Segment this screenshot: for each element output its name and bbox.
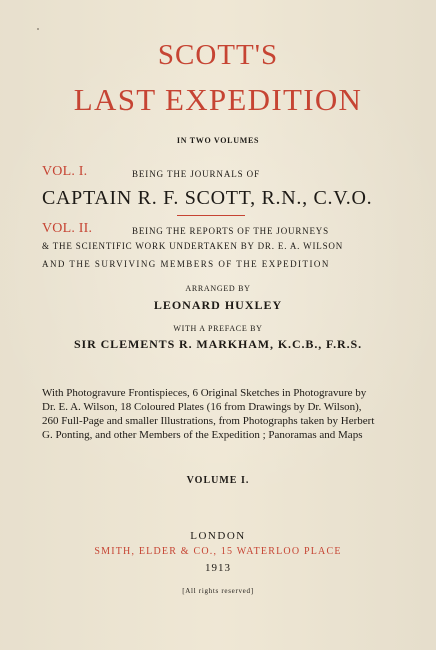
volume-one-description: BEING THE JOURNALS OF bbox=[132, 169, 260, 179]
imprint-city: LONDON bbox=[190, 530, 246, 542]
decorative-rule bbox=[177, 215, 245, 216]
volume-two-description-line: & THE SCIENTIFIC WORK UNDERTAKEN BY DR. E. A. WILSON bbox=[42, 241, 344, 251]
illustrations-line: Dr. E. A. Wilson, 18 Coloured Plates (16 from Drawings by Dr. Wilson), bbox=[42, 401, 362, 413]
imprint-year: 1913 bbox=[205, 562, 231, 574]
illustrations-line: With Photogravure Frontispieces, 6 Original Sketches in Photogravure by bbox=[42, 387, 367, 399]
ink-speck bbox=[37, 28, 39, 30]
volume-number: VOLUME I. bbox=[186, 475, 250, 486]
volume-two-description-line: AND THE SURVIVING MEMBERS OF THE EXPEDITION bbox=[42, 259, 330, 269]
rights-notice: [All rights reserved] bbox=[182, 587, 254, 595]
volume-one-author: CAPTAIN R. F. SCOTT, R.N., C.V.O. bbox=[42, 187, 373, 209]
volume-one-label: VOL. I. bbox=[42, 164, 88, 179]
title-line-1: SCOTT'S bbox=[157, 39, 279, 71]
preface-author: SIR CLEMENTS R. MARKHAM, K.C.B., F.R.S. bbox=[73, 337, 362, 351]
arranger-name: LEONARD HUXLEY bbox=[153, 298, 283, 312]
illustrations-line: G. Ponting, and other Members of the Expedition ; Panoramas and Maps bbox=[42, 429, 363, 441]
title-line-2: LAST EXPEDITION bbox=[73, 82, 363, 117]
volumes-note: IN TWO VOLUMES bbox=[176, 136, 260, 145]
arranged-by-label: ARRANGED BY bbox=[185, 284, 251, 293]
illustrations-line: 260 Full-Page and smaller Illustrations, from Photographs taken by Herbert bbox=[42, 415, 375, 427]
volume-two-description-line: BEING THE REPORTS OF THE JOURNEYS bbox=[132, 226, 329, 236]
imprint-publisher: SMITH, ELDER & CO., 15 WATERLOO PLACE bbox=[94, 546, 342, 557]
preface-label: WITH A PREFACE BY bbox=[173, 324, 263, 333]
volume-two-label: VOL. II. bbox=[42, 221, 93, 236]
